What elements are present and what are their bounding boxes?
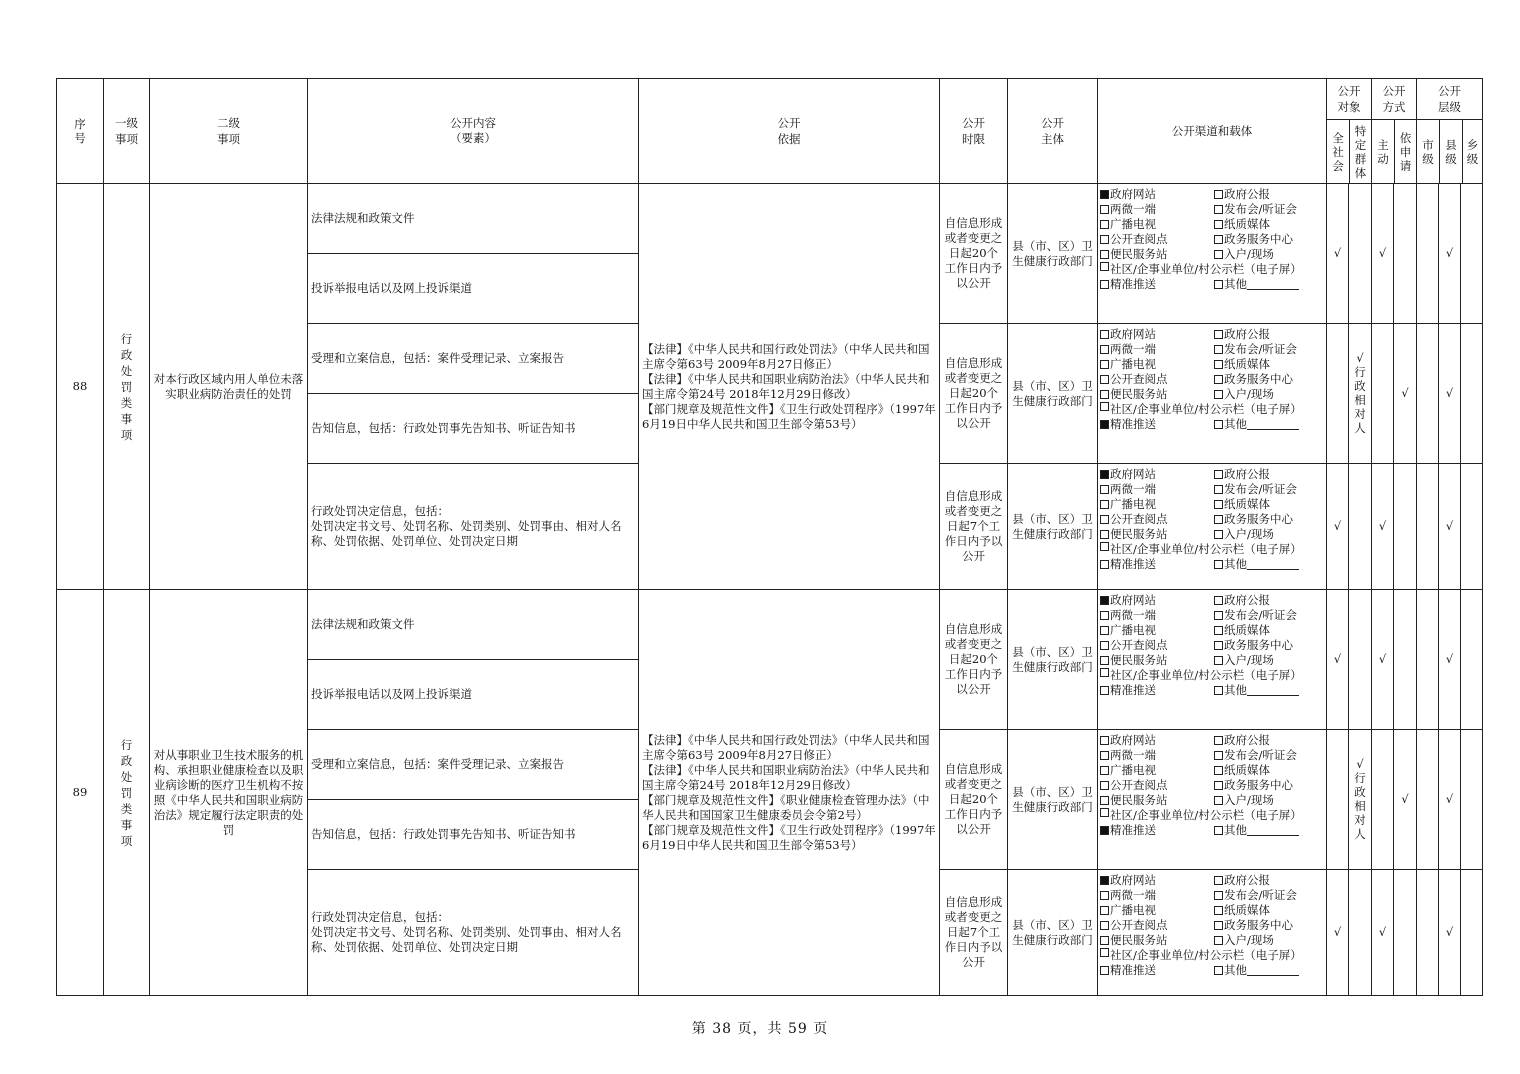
checkbox-icon <box>1214 626 1223 635</box>
cell-subject: 县（市、区）卫生健康行政部门 <box>1008 590 1098 730</box>
checkbox-icon <box>1100 668 1109 677</box>
checkbox-icon <box>1100 611 1109 620</box>
checkbox-icon <box>1100 542 1109 551</box>
cell-content: 投诉举报电话以及网上投诉渠道 <box>308 660 639 730</box>
cell-level2: 对本行政区域内用人单位未落实职业病防治责任的处罚 <box>150 184 308 590</box>
cell-level-city <box>1417 464 1439 590</box>
checkbox-icon <box>1214 280 1223 289</box>
checkbox-icon <box>1214 390 1223 399</box>
channel-label: 便民服务站 <box>1110 793 1168 807</box>
channel-label: 广播电视 <box>1110 903 1156 917</box>
cell-level-county: √ <box>1439 590 1461 730</box>
checkbox-icon <box>1100 808 1109 817</box>
header-time: 公开时限 <box>940 79 1008 184</box>
cell-content: 受理和立案信息，包括：案件受理记录、立案报告 <box>308 730 639 800</box>
checkbox-icon <box>1214 515 1223 524</box>
checkbox-icon <box>1100 515 1109 524</box>
checkbox-icon <box>1214 235 1223 244</box>
channel-label: 发布会/听证会 <box>1224 608 1297 622</box>
channel-label: 纸质媒体 <box>1224 217 1270 231</box>
checkbox-icon <box>1100 796 1109 805</box>
checkbox-icon <box>1100 235 1109 244</box>
checkbox-icon <box>1100 560 1109 569</box>
checkbox-icon <box>1100 736 1109 745</box>
cell-audience-all <box>1327 730 1349 870</box>
checkbox-icon <box>1100 641 1109 650</box>
checkbox-icon <box>1214 205 1223 214</box>
channel-label: 广播电视 <box>1110 763 1156 777</box>
cell-level-county: √ <box>1439 184 1461 324</box>
checkbox-icon <box>1214 500 1223 509</box>
checkbox-icon <box>1214 751 1223 760</box>
checkbox-icon <box>1214 891 1223 900</box>
checkbox-icon <box>1214 921 1223 930</box>
cell-mode-apply <box>1394 870 1417 996</box>
checkbox-icon <box>1100 936 1109 945</box>
disclosure-table-sheet <box>56 78 1482 996</box>
channel-label: 精准推送 <box>1110 963 1156 977</box>
checkbox-icon <box>1214 736 1223 745</box>
cell-audience-specific <box>1349 590 1372 730</box>
header-mode: 公开方式 主动 依申请 <box>1372 79 1417 184</box>
fill-blank <box>1247 695 1299 696</box>
cell-subject: 县（市、区）卫生健康行政部门 <box>1008 870 1098 996</box>
channel-label: 入户/现场 <box>1224 527 1274 541</box>
cell-level-county: √ <box>1439 464 1461 590</box>
cell-level-town <box>1461 590 1483 730</box>
channel-label: 其他 <box>1224 683 1247 697</box>
channel-label: 精准推送 <box>1110 557 1156 571</box>
cell-time: 自信息形成或者变更之日起20个工作日内予以公开 <box>940 730 1008 870</box>
cell-content: 行政处罚决定信息，包括： 处罚决定书文号、处罚名称、处罚类别、处罚事由、相对人名称、处罚依据、处罚单位、处罚决定日期 <box>308 464 639 590</box>
checkbox-icon <box>1100 390 1109 399</box>
checkbox-icon <box>1214 470 1223 479</box>
channel-label: 公开查阅点 <box>1110 638 1168 652</box>
cell-mode-active: √ <box>1372 870 1394 996</box>
cell-level-city <box>1417 870 1439 996</box>
checkbox-icon <box>1214 560 1223 569</box>
disclosure-table <box>56 78 1483 996</box>
channel-label: 发布会/听证会 <box>1224 202 1297 216</box>
checkbox-icon <box>1214 360 1223 369</box>
fill-blank <box>1247 429 1299 430</box>
cell-level-town <box>1461 464 1483 590</box>
cell-level-city <box>1417 590 1439 730</box>
channel-label: 公开查阅点 <box>1110 778 1168 792</box>
channel-label: 发布会/听证会 <box>1224 342 1297 356</box>
checkbox-icon <box>1214 485 1223 494</box>
cell-time: 自信息形成或者变更之日起20个工作日内予以公开 <box>940 590 1008 730</box>
cell-mode-apply <box>1394 464 1417 590</box>
cell-level-county: √ <box>1439 730 1461 870</box>
channel-label: 其他 <box>1224 417 1247 431</box>
channel-label: 公开查阅点 <box>1110 372 1168 386</box>
cell-level1: 行政处罚类事项 <box>104 590 150 996</box>
fill-blank <box>1247 975 1299 976</box>
channel-label: 政府公报 <box>1224 593 1270 607</box>
checkbox-icon <box>1214 345 1223 354</box>
channel-label: 政府网站 <box>1110 467 1156 481</box>
channel-label: 纸质媒体 <box>1224 623 1270 637</box>
channel-label: 广播电视 <box>1110 217 1156 231</box>
cell-audience-specific <box>1349 464 1372 590</box>
checkbox-icon <box>1100 596 1109 605</box>
cell-level1: 行政处罚类事项 <box>104 184 150 590</box>
channel-label: 政府网站 <box>1110 733 1156 747</box>
header-subject: 公开主体 <box>1008 79 1098 184</box>
cell-subject: 县（市、区）卫生健康行政部门 <box>1008 324 1098 464</box>
channel-label: 两微一端 <box>1110 748 1156 762</box>
cell-audience-all <box>1327 324 1349 464</box>
cell-content: 投诉举报电话以及网上投诉渠道 <box>308 254 639 324</box>
channel-label: 两微一端 <box>1110 342 1156 356</box>
cell-channel <box>1098 324 1327 464</box>
channel-label: 两微一端 <box>1110 888 1156 902</box>
checkbox-icon <box>1214 781 1223 790</box>
checkbox-icon <box>1100 485 1109 494</box>
checkbox-icon <box>1100 966 1109 975</box>
fill-blank <box>1247 569 1299 570</box>
cell-audience-specific <box>1349 870 1372 996</box>
channel-label: 纸质媒体 <box>1224 357 1270 371</box>
channel-label: 精准推送 <box>1110 277 1156 291</box>
cell-level-county: √ <box>1439 324 1461 464</box>
channel-label: 纸质媒体 <box>1224 497 1270 511</box>
cell-subject: 县（市、区）卫生健康行政部门 <box>1008 730 1098 870</box>
cell-content: 告知信息，包括：行政处罚事先告知书、听证告知书 <box>308 800 639 870</box>
channel-label: 社区/企事业单位/村公示栏（电子屏） <box>1110 808 1302 822</box>
cell-subject: 县（市、区）卫生健康行政部门 <box>1008 184 1098 324</box>
cell-level-city <box>1417 184 1439 324</box>
checkbox-icon <box>1214 796 1223 805</box>
channel-label: 政府公报 <box>1224 327 1270 341</box>
checkbox-icon <box>1100 766 1109 775</box>
cell-mode-apply <box>1394 184 1417 324</box>
channel-label: 广播电视 <box>1110 357 1156 371</box>
fill-blank <box>1247 835 1299 836</box>
checkbox-icon <box>1214 596 1223 605</box>
cell-level-town <box>1461 184 1483 324</box>
channel-label: 政务服务中心 <box>1224 778 1293 792</box>
table-row <box>57 590 1483 660</box>
checkbox-icon <box>1100 906 1109 915</box>
checkbox-icon <box>1100 420 1109 429</box>
channel-label: 社区/企事业单位/村公示栏（电子屏） <box>1110 402 1302 416</box>
cell-audience-specific <box>1349 184 1372 324</box>
channel-label: 入户/现场 <box>1224 793 1274 807</box>
checkbox-icon <box>1214 826 1223 835</box>
cell-level2: 对从事职业卫生技术服务的机构、承担职业健康检查以及职业病诊断的医疗卫生机构不按照《中华人民共和国职业病防治法》规定履行法定职责的处罚 <box>150 590 308 996</box>
header-row <box>57 79 1483 184</box>
cell-level-city <box>1417 730 1439 870</box>
checkbox-icon <box>1214 375 1223 384</box>
channel-label: 便民服务站 <box>1110 527 1168 541</box>
channel-label: 两微一端 <box>1110 608 1156 622</box>
checkbox-icon <box>1100 190 1109 199</box>
header-audience: 公开对象 全社会 特定群体 <box>1327 79 1372 184</box>
cell-channel <box>1098 590 1327 730</box>
checkbox-icon <box>1100 781 1109 790</box>
channel-label: 入户/现场 <box>1224 653 1274 667</box>
cell-level-town <box>1461 324 1483 464</box>
cell-channel <box>1098 870 1327 996</box>
cell-time: 自信息形成或者变更之日起20个工作日内予以公开 <box>940 324 1008 464</box>
channel-label: 发布会/听证会 <box>1224 482 1297 496</box>
checkbox-icon <box>1214 936 1223 945</box>
cell-content: 告知信息，包括：行政处罚事先告知书、听证告知书 <box>308 394 639 464</box>
channel-label: 政务服务中心 <box>1224 638 1293 652</box>
checkbox-icon <box>1214 250 1223 259</box>
checkbox-icon <box>1100 626 1109 635</box>
cell-content: 行政处罚决定信息，包括： 处罚决定书文号、处罚名称、处罚类别、处罚事由、相对人名称、处罚依据、处罚单位、处罚决定日期 <box>308 870 639 996</box>
channel-label: 公开查阅点 <box>1110 918 1168 932</box>
cell-mode-active: √ <box>1372 464 1394 590</box>
channel-label: 纸质媒体 <box>1224 763 1270 777</box>
channel-label: 政府公报 <box>1224 873 1270 887</box>
checkbox-icon <box>1214 766 1223 775</box>
cell-audience-specific: √行政相对人 <box>1349 730 1372 870</box>
cell-content: 受理和立案信息，包括：案件受理记录、立案报告 <box>308 324 639 394</box>
header-content: 公开内容 （要素） <box>308 79 639 184</box>
channel-label: 政务服务中心 <box>1224 372 1293 386</box>
cell-channel <box>1098 464 1327 590</box>
checkbox-icon <box>1214 686 1223 695</box>
checkbox-icon <box>1214 656 1223 665</box>
header-channel: 公开渠道和载体 <box>1098 79 1327 184</box>
checkbox-icon <box>1100 500 1109 509</box>
cell-seq: 88 <box>57 184 104 590</box>
channel-label: 入户/现场 <box>1224 933 1274 947</box>
channel-label: 两微一端 <box>1110 482 1156 496</box>
checkbox-icon <box>1100 470 1109 479</box>
channel-label: 纸质媒体 <box>1224 903 1270 917</box>
channel-label: 两微一端 <box>1110 202 1156 216</box>
checkbox-icon <box>1100 205 1109 214</box>
checkbox-icon <box>1214 906 1223 915</box>
checkbox-icon <box>1214 611 1223 620</box>
checkbox-icon <box>1100 530 1109 539</box>
cell-audience-all: √ <box>1327 590 1349 730</box>
channel-label: 精准推送 <box>1110 417 1156 431</box>
checkbox-icon <box>1100 330 1109 339</box>
checkbox-icon <box>1100 220 1109 229</box>
cell-time: 自信息形成或者变更之日起7个工作日内予以公开 <box>940 870 1008 996</box>
checkbox-icon <box>1100 345 1109 354</box>
channel-label: 发布会/听证会 <box>1224 888 1297 902</box>
channel-label: 政府网站 <box>1110 187 1156 201</box>
channel-label: 政府公报 <box>1224 733 1270 747</box>
checkbox-icon <box>1214 876 1223 885</box>
cell-audience-all: √ <box>1327 184 1349 324</box>
checkbox-icon <box>1214 420 1223 429</box>
checkbox-icon <box>1100 948 1109 957</box>
channel-label: 政务服务中心 <box>1224 918 1293 932</box>
checkbox-icon <box>1214 641 1223 650</box>
cell-channel <box>1098 730 1327 870</box>
cell-mode-active: √ <box>1372 590 1394 730</box>
channel-label: 便民服务站 <box>1110 653 1168 667</box>
channel-label: 社区/企事业单位/村公示栏（电子屏） <box>1110 542 1302 556</box>
channel-label: 其他 <box>1224 823 1247 837</box>
channel-label: 入户/现场 <box>1224 247 1274 261</box>
cell-content: 法律法规和政策文件 <box>308 590 639 660</box>
cell-content: 法律法规和政策文件 <box>308 184 639 254</box>
checkbox-icon <box>1100 656 1109 665</box>
checkbox-icon <box>1100 826 1109 835</box>
channel-label: 其他 <box>1224 557 1247 571</box>
checkbox-icon <box>1214 220 1223 229</box>
cell-level-city <box>1417 324 1439 464</box>
channel-label: 政府网站 <box>1110 327 1156 341</box>
cell-level-town <box>1461 870 1483 996</box>
cell-mode-active <box>1372 730 1394 870</box>
checkbox-icon <box>1214 190 1223 199</box>
channel-label: 广播电视 <box>1110 623 1156 637</box>
channel-label: 便民服务站 <box>1110 387 1168 401</box>
checkbox-icon <box>1100 891 1109 900</box>
checkbox-icon <box>1100 876 1109 885</box>
header-level1: 一级事项 <box>104 79 150 184</box>
cell-mode-apply: √ <box>1394 324 1417 464</box>
cell-mode-active <box>1372 324 1394 464</box>
cell-subject: 县（市、区）卫生健康行政部门 <box>1008 464 1098 590</box>
channel-label: 其他 <box>1224 963 1247 977</box>
channel-label: 政府网站 <box>1110 873 1156 887</box>
cell-seq: 89 <box>57 590 104 996</box>
checkbox-icon <box>1214 330 1223 339</box>
cell-time: 自信息形成或者变更之日起7个工作日内予以公开 <box>940 464 1008 590</box>
cell-audience-specific: √行政相对人 <box>1349 324 1372 464</box>
header-level2: 二级事项 <box>150 79 308 184</box>
channel-label: 政务服务中心 <box>1224 512 1293 526</box>
checkbox-icon <box>1100 686 1109 695</box>
channel-label: 公开查阅点 <box>1110 512 1168 526</box>
checkbox-icon <box>1214 530 1223 539</box>
checkbox-icon <box>1100 751 1109 760</box>
cell-level-county: √ <box>1439 870 1461 996</box>
cell-channel <box>1098 184 1327 324</box>
page-footer: 第 38 页，共 59 页 <box>691 1021 829 1037</box>
channel-label: 便民服务站 <box>1110 247 1168 261</box>
checkbox-icon <box>1100 402 1109 411</box>
fill-blank <box>1247 289 1299 290</box>
header-seq: 序号 <box>57 79 104 184</box>
channel-label: 社区/企事业单位/村公示栏（电子屏） <box>1110 948 1302 962</box>
header-basis: 公开依据 <box>639 79 940 184</box>
channel-label: 广播电视 <box>1110 497 1156 511</box>
table-row <box>57 184 1483 254</box>
channel-label: 社区/企事业单位/村公示栏（电子屏） <box>1110 668 1302 682</box>
cell-audience-all: √ <box>1327 870 1349 996</box>
cell-level-town <box>1461 730 1483 870</box>
channel-label: 公开查阅点 <box>1110 232 1168 246</box>
checkbox-icon <box>1100 375 1109 384</box>
channel-label: 便民服务站 <box>1110 933 1168 947</box>
channel-label: 政务服务中心 <box>1224 232 1293 246</box>
checkbox-icon <box>1100 280 1109 289</box>
cell-mode-apply: √ <box>1394 730 1417 870</box>
checkbox-icon <box>1100 262 1109 271</box>
cell-mode-apply <box>1394 590 1417 730</box>
channel-label: 社区/企事业单位/村公示栏（电子屏） <box>1110 262 1302 276</box>
channel-label: 发布会/听证会 <box>1224 748 1297 762</box>
checkbox-icon <box>1100 250 1109 259</box>
channel-label: 精准推送 <box>1110 683 1156 697</box>
channel-label: 精准推送 <box>1110 823 1156 837</box>
channel-label: 政府网站 <box>1110 593 1156 607</box>
cell-audience-all: √ <box>1327 464 1349 590</box>
checkbox-icon <box>1214 966 1223 975</box>
cell-basis: 【法律】《中华人民共和国行政处罚法》（中华人民共和国主席令第63号 2009年8月27日修正） 【法律】《中华人民共和国职业病防治法》（中华人民共和国主席令第24号 2018年12月29日修改） 【部门规章及规范性文件】《职业健康检查管理办法》（中华人民共和国国家卫生健康委员会令第2号） 【部门规章及规范性文件】《卫生行政处罚程序》（1997年6月19日中华人民共和国卫生部令第53号） <box>639 590 940 996</box>
cell-basis: 【法律】《中华人民共和国行政处罚法》（中华人民共和国主席令第63号 2009年8月27日修正） 【法律】《中华人民共和国职业病防治法》（中华人民共和国主席令第24号 2018年12月29日修改） 【部门规章及规范性文件】《卫生行政处罚程序》（1997年6月19日中华人民共和国卫生部令第53号） <box>639 184 940 590</box>
cell-mode-active: √ <box>1372 184 1394 324</box>
header-level: 公开层级 市级 县级 乡级 <box>1417 79 1483 184</box>
checkbox-icon <box>1100 360 1109 369</box>
channel-label: 其他 <box>1224 277 1247 291</box>
channel-label: 政府公报 <box>1224 187 1270 201</box>
cell-time: 自信息形成或者变更之日起20个工作日内予以公开 <box>940 184 1008 324</box>
checkbox-icon <box>1100 921 1109 930</box>
channel-label: 入户/现场 <box>1224 387 1274 401</box>
channel-label: 政府公报 <box>1224 467 1270 481</box>
